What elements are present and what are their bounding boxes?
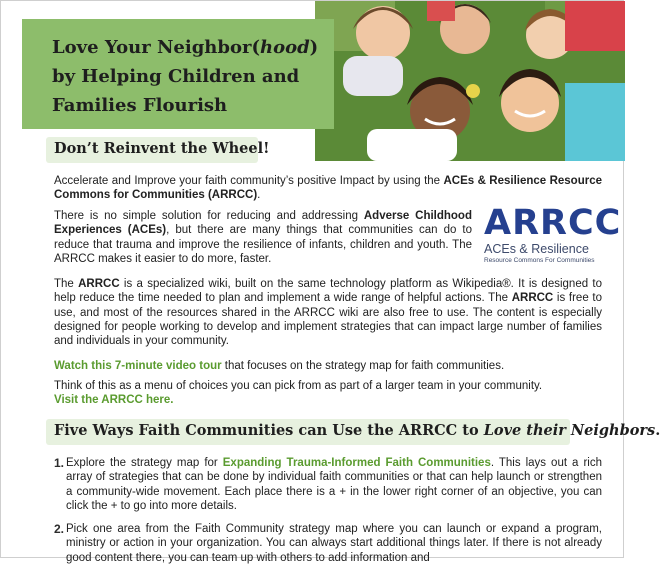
video-paragraph: Watch this 7-minute video tour that focuses on the strategy map for faith communities. [54, 360, 505, 372]
aces-paragraph: There is no simple solution for reducing and addressing Adverse Childhood Experiences (ACEs), but there are many things that communities can do to reduce that trauma and improve the resilience of infants, children and youth. The ARRCC makes it easier to do more, faster. [54, 210, 472, 265]
page-title-line-2: by Helping Children and [52, 66, 300, 87]
list-number: 1. [54, 456, 65, 470]
strategy-map-link[interactable]: Expanding Trauma-Informed Faith Communities [222, 457, 491, 469]
page-title-line-1: Love Your Neighbor(hood) [52, 37, 319, 58]
list-number: 2. [54, 522, 65, 536]
section-heading-wheel: Don’t Reinvent the Wheel! [46, 137, 258, 163]
page-title-line-3: Families Flourish [52, 95, 228, 116]
hero-photo-children [315, 1, 625, 161]
children-photo-illustration [315, 1, 625, 161]
title-banner [22, 19, 334, 129]
logo-subtitle: ACEs & Resilience [484, 242, 589, 256]
video-tour-link[interactable]: Watch this 7-minute video tour [54, 360, 222, 372]
intro-paragraph: Accelerate and Improve your faith community’s positive Impact by using the ACEs & Resilience Resource Commons for Communities (ARRCC). [54, 175, 602, 202]
logo-mark: ARRCC [484, 203, 622, 243]
logo-tagline: Resource Commons For Communities [484, 257, 595, 264]
list-text: Pick one area from the Faith Community strategy map where you can launch or expand a program, ministry or action in your organization. You can always start additional things later. If there is not already good content there, you can team up with others to add information and [66, 523, 602, 564]
list-text: Explore the strategy map for Expanding Trauma-Informed Faith Communities. This lays out a rich array of strategies that can be done by individual faith communities or that can help launch or strengthen a community-wide movement. Each place there is a + in the lower right corner of an objective, you can click the + to go into more details. [66, 457, 602, 512]
menu-paragraph: Think of this as a menu of choices you can pick from as part of a larger team in your community. Visit the ARRCC here. [54, 380, 543, 407]
arrcc-logo [484, 203, 622, 268]
visit-arrcc-link[interactable]: Visit the ARRCC here. [54, 394, 174, 407]
wiki-paragraph: The ARRCC is a specialized wiki, built on the same technology platform as Wikipedia®. It is designed to help reduce the time needed to plan and implement a wide range of helpful actions. The ARRCC is free to use, and most of the resources shared in the ARRCC wiki are also free to use. The content is especially designed for people working to develop and implement strategies that can impact large number of families and individuals in your community. [54, 278, 602, 348]
section-heading-five-ways: Five Ways Faith Communities can Use the ARRCC to Love their Neighbors. [46, 419, 570, 445]
